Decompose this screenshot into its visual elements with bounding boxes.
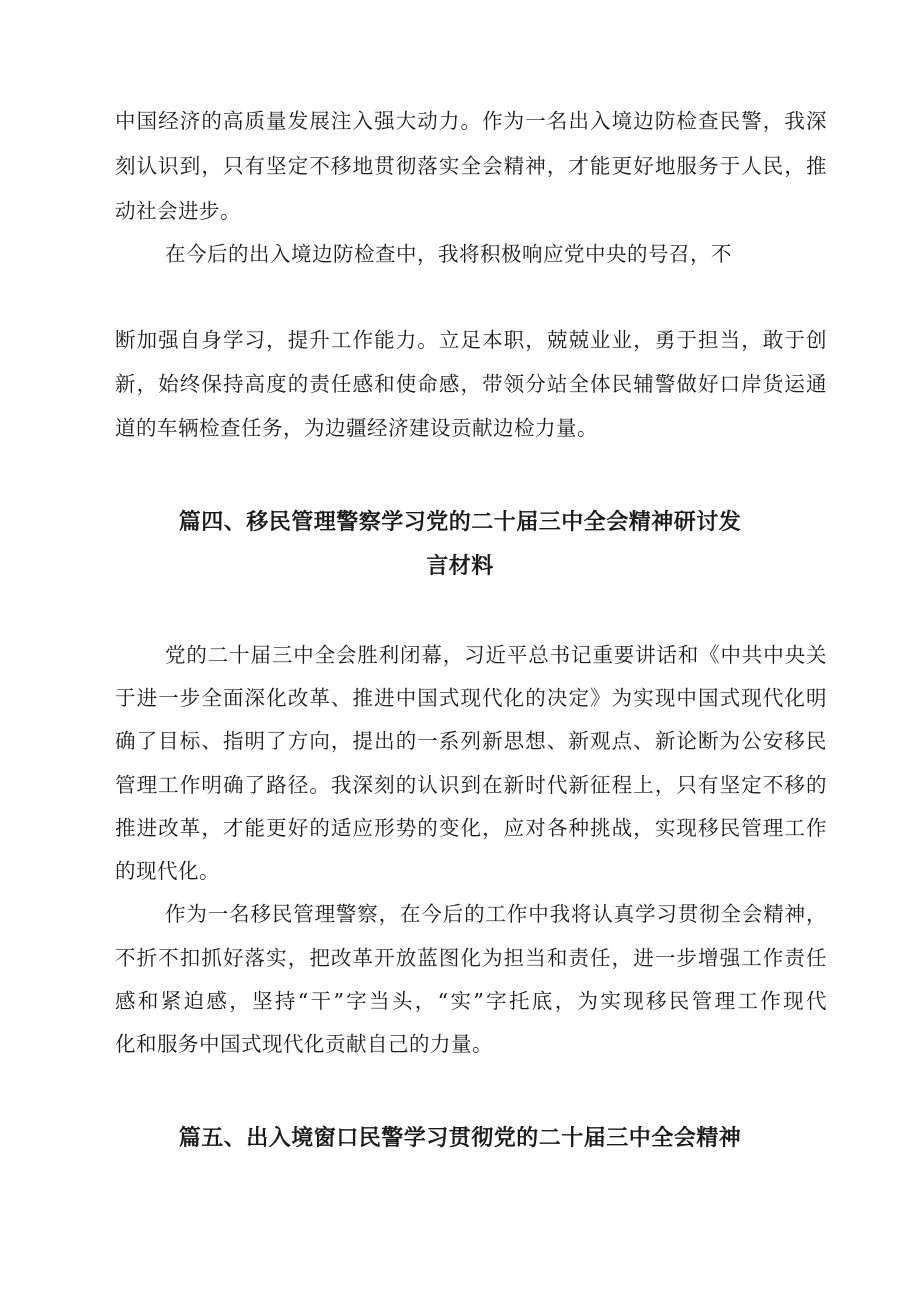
paragraph-line: 党的二十届三中全会胜利闭幕，习近平总书记重要讲话和《中共中央关	[165, 643, 827, 667]
paragraph-line: 刻认识到，只有坚定不移地贯彻落实全会精神，才能更好地服务于人民，推	[115, 154, 827, 178]
paragraph-line: 在今后的出入境边防检查中，我将积极响应党中央的号召，不	[165, 242, 732, 266]
paragraph-line: 感和紧迫感，坚持“干”字当头，“实”字托底，为实现移民管理工作现代	[115, 989, 827, 1013]
paragraph-line: 断加强自身学习，提升工作能力。立足本职，兢兢业业，勇于担当，敢于创	[115, 328, 827, 352]
paragraph-line: 管理工作明确了路径。我深刻的认识到在新时代新征程上，只有坚定不移的	[115, 773, 827, 797]
paragraph-line: 不折不扣抓好落实，把改革开放蓝图化为担当和责任，进一步增强工作责任	[115, 946, 827, 970]
paragraph-line: 确了目标、指明了方向，提出的一系列新思想、新观点、新论断为公安移民	[115, 729, 827, 753]
paragraph-line: 作为一名移民管理警察，在今后的工作中我将认真学习贯彻全会精神，	[165, 902, 827, 926]
paragraph-line: 新，始终保持高度的责任感和使命感，带领分站全体民辅警做好口岸货运通	[115, 372, 827, 396]
paragraph-line: 于进一步全面深化改革、推进中国式现代化的决定》为实现中国式现代化明	[115, 686, 827, 710]
paragraph-line: 推进改革，才能更好的适应形势的变化，应对各种挑战，实现移民管理工作	[115, 816, 827, 840]
paragraph-line: 中国经济的高质量发展注入强大动力。作为一名出入境边防检查民警，我深	[115, 109, 827, 133]
paragraph-line: 的现代化。	[115, 859, 220, 883]
paragraph-line: 动社会进步。	[115, 199, 241, 223]
section-heading: 言材料	[426, 554, 494, 579]
paragraph-line: 化和服务中国式现代化贡献自己的力量。	[115, 1032, 493, 1056]
section-heading: 篇四、移民管理警察学习党的二十届三中全会精神研讨发	[178, 510, 742, 535]
section-heading: 篇五、出入境窗口民警学习贯彻党的二十届三中全会精神	[178, 1126, 742, 1151]
paragraph-line: 道的车辆检查任务，为边疆经济建设贡献边检力量。	[115, 416, 598, 440]
